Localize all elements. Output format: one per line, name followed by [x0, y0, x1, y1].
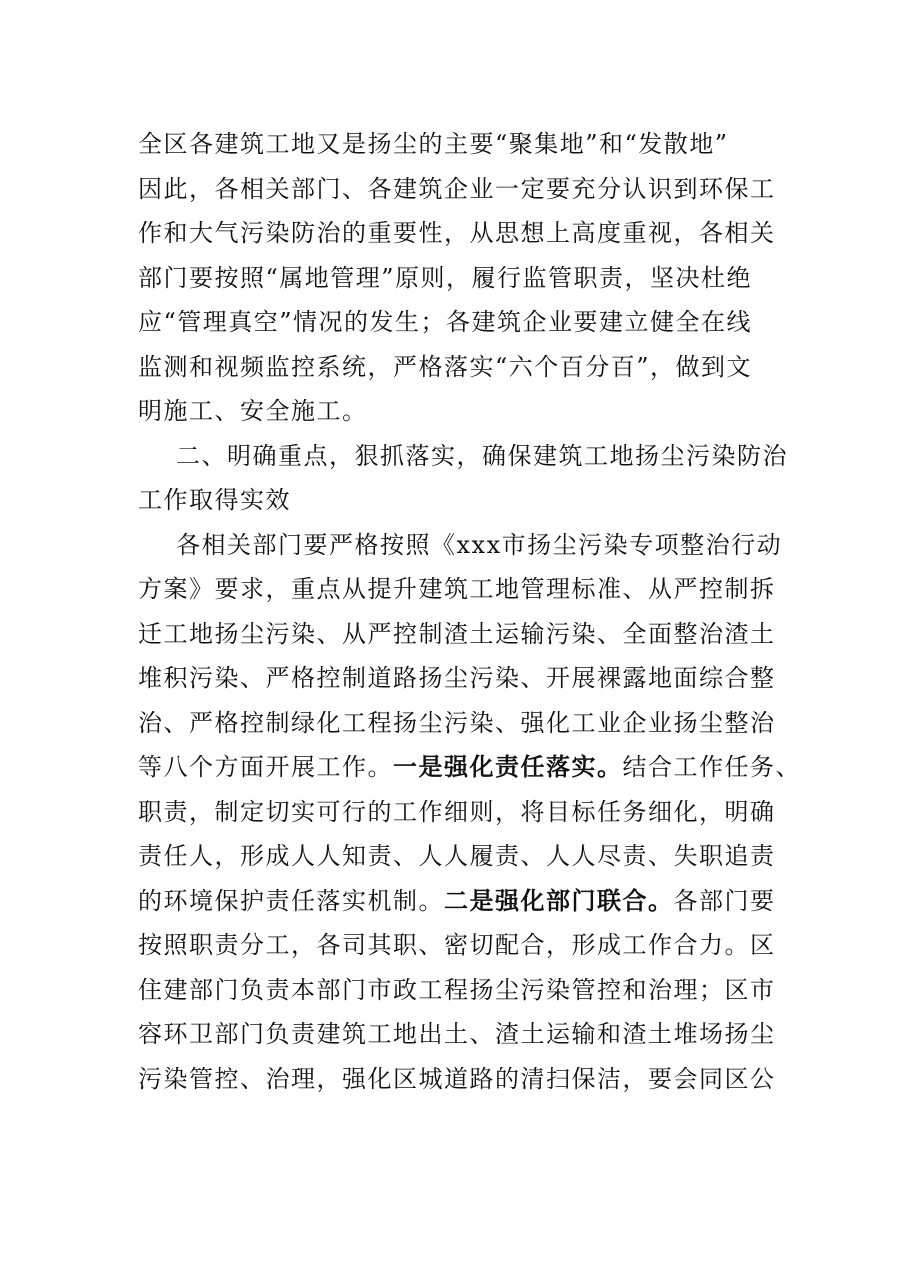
- bold-heading: 一是强化责任落实。: [393, 753, 623, 781]
- text-line: 职责，制定切实可行的工作细则，将目标任务细化，明确: [138, 797, 776, 826]
- text-line: 二、明确重点，狠抓落实，确保建筑工地扬尘污染防治: [176, 441, 788, 470]
- text-line: 容环卫部门负责建筑工地出土、渣土运输和渣土堆场扬尘: [138, 1020, 776, 1048]
- text-line: 污染管控、治理，强化区城道路的清扫保洁，要会同区公: [138, 1064, 776, 1093]
- text-line: 住建部门负责本部门市政工程扬尘污染管控和治理；区市: [138, 975, 776, 1004]
- text-line: [138, 745, 818, 790]
- text-line: 按照职责分工，各司其职、密切配合，形成工作合力。区: [138, 931, 776, 959]
- text-line: 迁工地扬尘污染、从严控制渣土运输污染、全面整治渣土: [138, 619, 776, 648]
- text-line: 明施工、安全施工。: [138, 397, 368, 425]
- text-line: 全区各建筑工地又是扬尘的主要“聚集地”和“发散地”: [138, 130, 729, 158]
- text-line: 监测和视频监控系统，严格落实“六个百分百”，做到文: [138, 352, 753, 381]
- text-line: 作和大气污染防治的重要性，从思想上高度重视，各相关: [138, 219, 776, 247]
- text-run: 等八个方面开展工作。: [138, 753, 393, 781]
- bold-heading: 二是强化部门联合。: [444, 886, 674, 915]
- text-line: 各相关部门要严格按照《xxx市扬尘污染专项整治行动: [176, 530, 783, 559]
- text-line: 方案》要求，重点从提升建筑工地管理标准、从严控制拆: [138, 575, 776, 603]
- body-text: [138, 122, 818, 1101]
- text-line: 工作取得实效: [138, 486, 291, 514]
- text-run: 的环境保护责任落实机制。: [138, 886, 444, 915]
- text-line: 应“管理真空”情况的发生；各建筑企业要建立健全在线: [138, 308, 753, 336]
- text-line: [138, 879, 818, 924]
- text-line: 部门要按照“属地管理”原则，履行监管职责，坚决杜绝: [138, 263, 753, 292]
- text-line: 责任人，形成人人知责、人人履责、人人尽责、失职追责: [138, 842, 776, 870]
- text-line: 治、严格控制绿化工程扬尘污染、强化工业企业扬尘整治: [138, 708, 776, 737]
- text-line: 因此，各相关部门、各建筑企业一定要充分认识到环保工: [138, 174, 776, 203]
- text-line: 堆积污染、严格控制道路扬尘污染、开展裸露地面综合整: [138, 664, 776, 692]
- text-run: 各部门要: [673, 886, 776, 915]
- text-run: 结合工作任务、: [622, 753, 801, 781]
